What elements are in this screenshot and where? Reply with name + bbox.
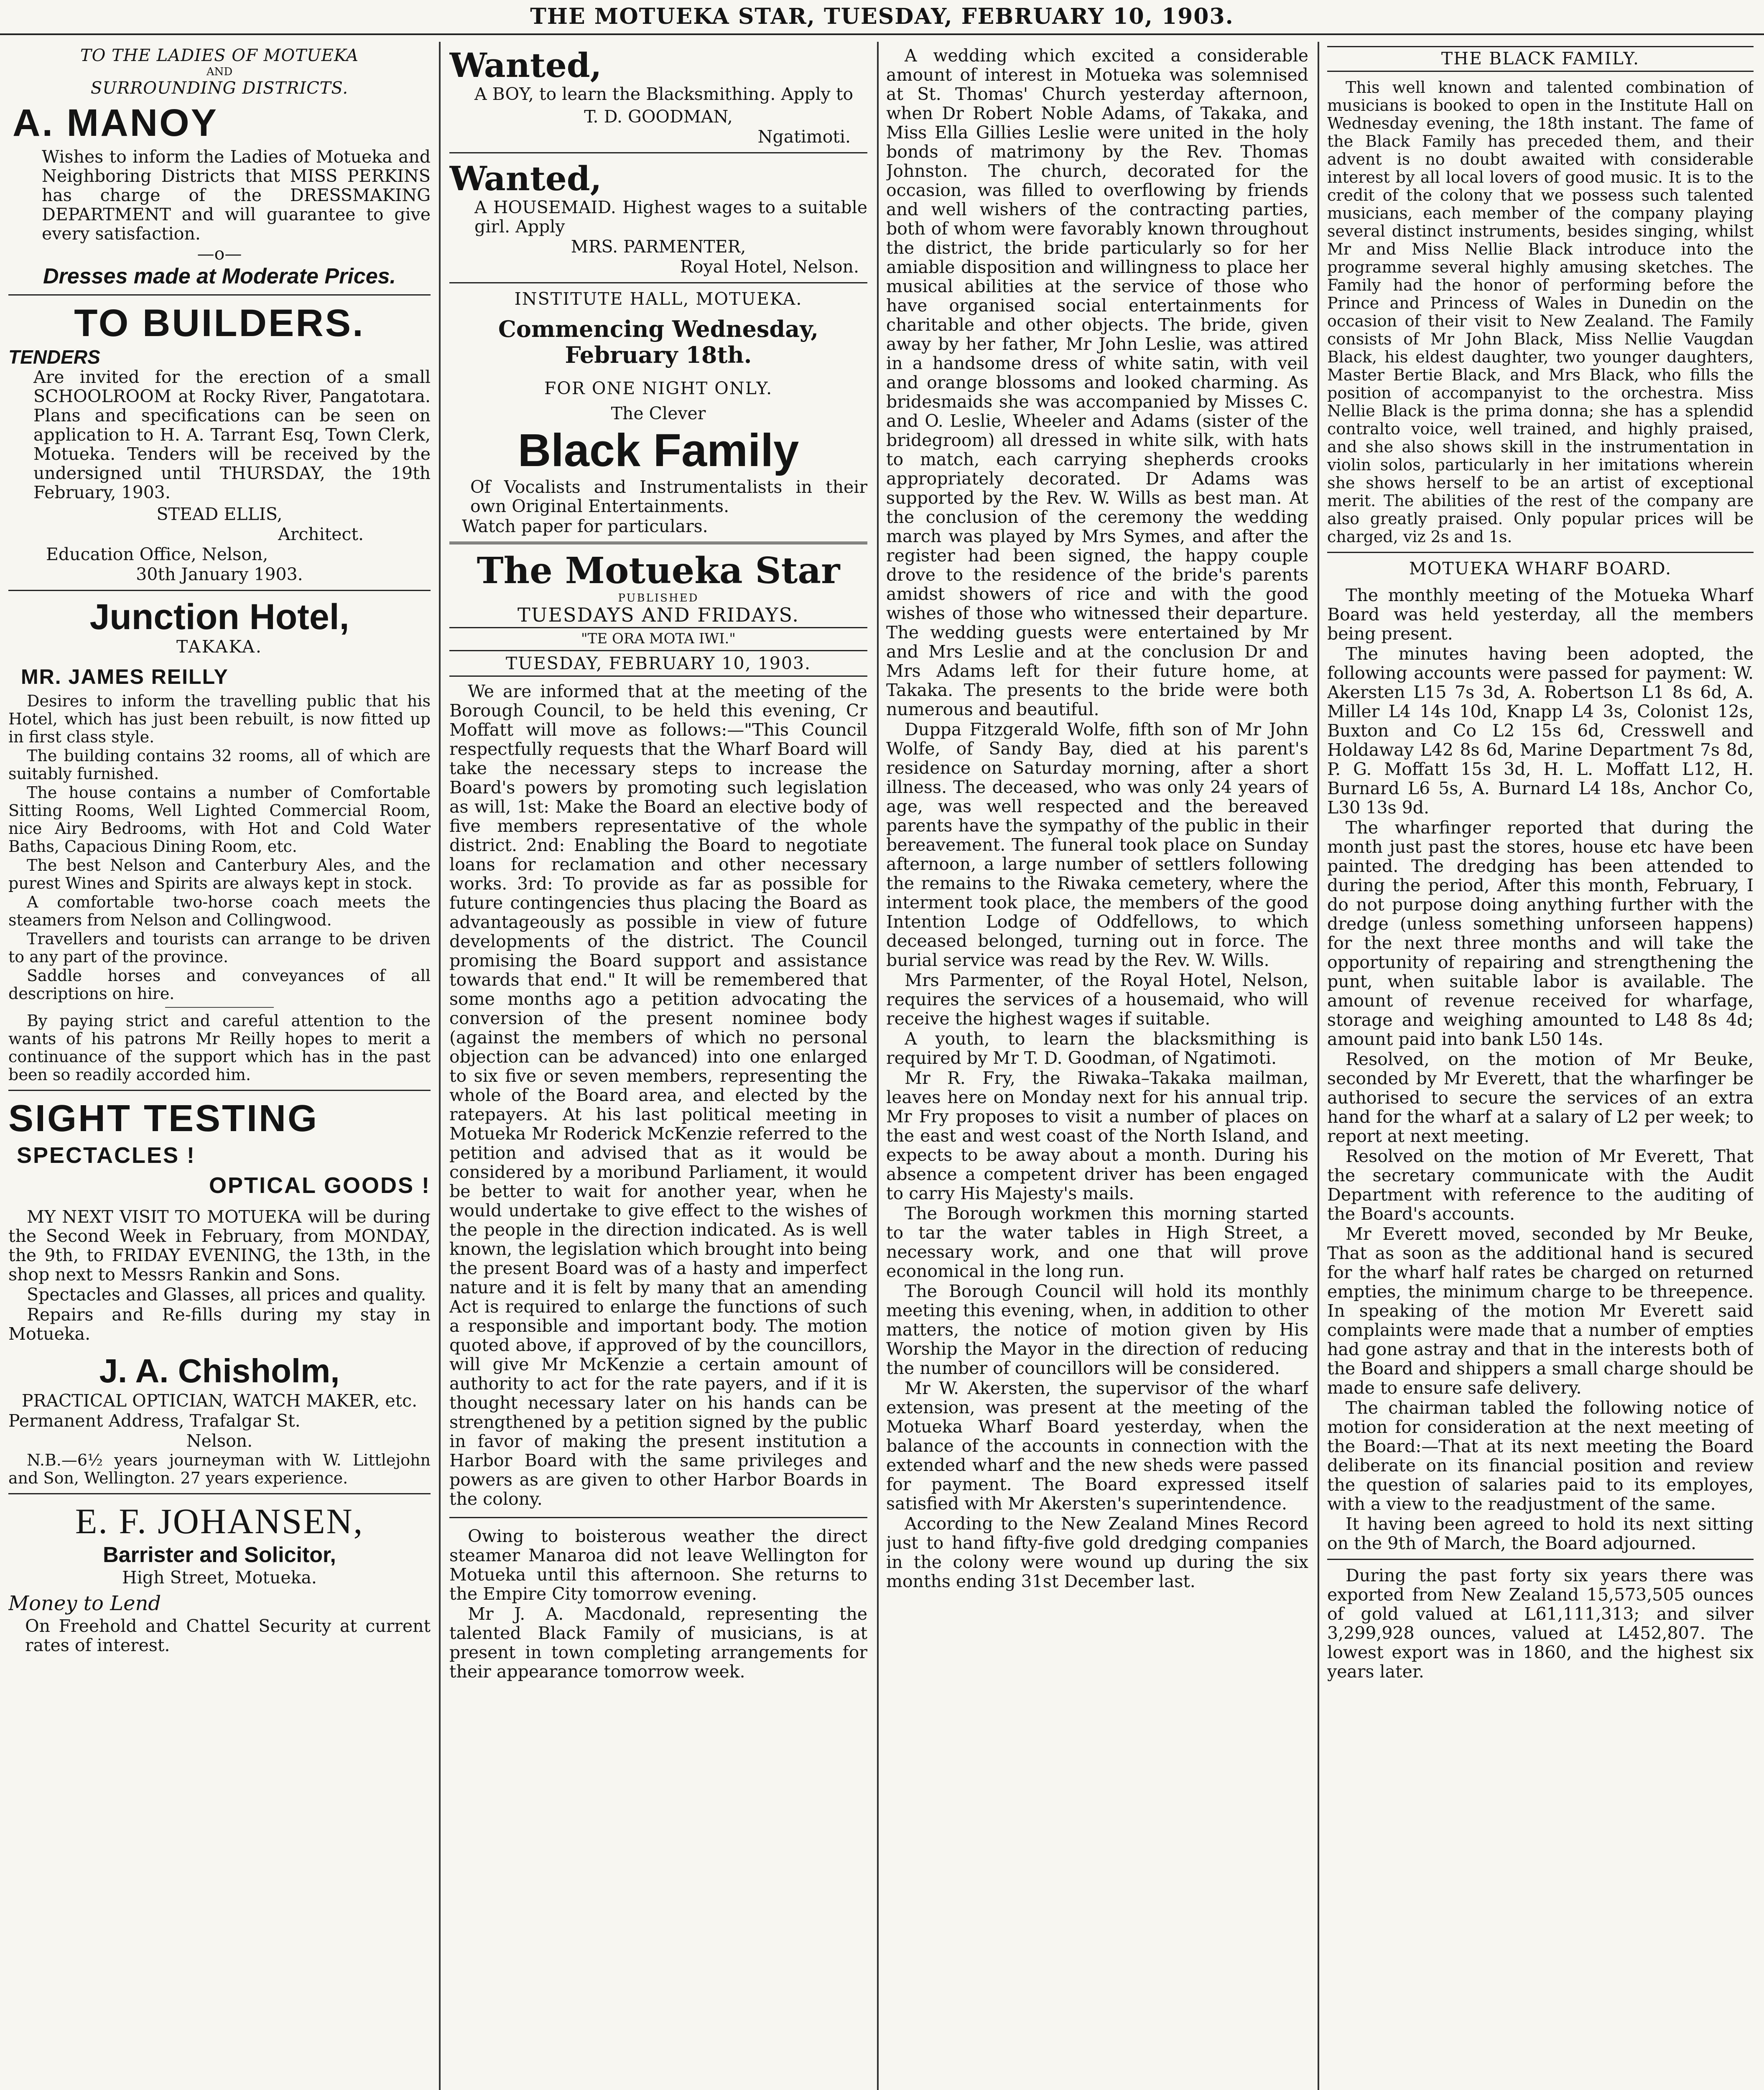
- hotel-place: TAKAKA.: [176, 637, 263, 657]
- builders-sig2: Architect.: [278, 524, 364, 544]
- hotel-ad: [8, 597, 431, 1084]
- wharf-p6: Mr Everett moved, seconded by Mr Beuke, That as soon as the additional hand is secured for the wharf half rates be charged on returned empties, the minimum charge to be threepence. In speaking of the motion Mr Everett said complaints were made that a number of empties had gone astray and that in the interests both of the Board and shippers a small charge should be made to ensure safe delivery.: [1327, 1224, 1754, 1398]
- column-1: [8, 46, 431, 2090]
- chisholm-trade: PRACTICAL OPTICIAN, WATCH MAKER, etc.: [21, 1391, 418, 1411]
- leader-p2: Owing to boisterous weather the direct steamer Manaroa did not leave Wellington for Motueka until this afternoon. She returns to the Empire City tomorrow evening.: [449, 1526, 867, 1604]
- johansen-text: On Freehold and Chattel Security at current rates of interest.: [25, 1616, 431, 1655]
- hotel-p5: A comfortable two-horse coach meets the steamers from Nelson and Collingwood.: [8, 893, 431, 929]
- sight-p3: Repairs and Re-fills during my stay in Motueka.: [8, 1305, 431, 1344]
- chisholm-address: Permanent Address, Trafalgar St.: [8, 1411, 301, 1431]
- wharf-p2: The minutes having been adopted, the following accounts were passed for payment: W. Akersten L15 7s 3d, A. Robertson L1 8s 6d, A. Miller L4 14s 10d, Knapp L4 3s, Colonist 12s, Buxton and Co L2 15s 6d, Cresswell and Holdaway L42 8s 6d, Marine Department 7s 8d, P. G. Moffatt 15s 3d, H. L. Moffatt L12, H. Burnard L6 5s, A. Burnard L4 18s, Anchor Co, L30 13s 9d.: [1327, 644, 1754, 818]
- hotel-p3: The house contains a number of Comfortable Sitting Rooms, Well Lighted Commercial Room, nice Airy Bedrooms, with Hot and Cold Water Baths, Capacious Dining Room, etc.: [8, 783, 431, 856]
- wanted-housemaid-name: MRS. PARMENTER,: [571, 237, 746, 257]
- hotel-owner: MR. JAMES REILLY: [21, 665, 229, 688]
- wanted-housemaid-title: Wanted,: [449, 159, 602, 198]
- hotel-p1: Desires to inform the travelling public that his Hotel, which has just been rebuilt, is now fitted up in first class style.: [8, 692, 431, 746]
- institute-desc: Of Vocalists and Instrumentalists in their own Original Entertainments.: [470, 477, 867, 516]
- obituary-article: Duppa Fitzgerald Wolfe, fifth son of Mr John Wolfe, of Sandy Bay, died at his parent's residence on Saturday morning, after a short illness. The deceased, who was only 24 years of age, was well respected and the bereaved parents have the sympathy of the public in their bereavement. The funeral took place on Sunday afternoon, a large number of settlers following the remains to the Riwaka cemetery, where the interment took place, the members of the good Intention Lodge of Oddfellows, to which deceased belonged, turning out in force. The burial service was read by the Rev. W. Wills.: [886, 719, 1308, 970]
- wanted-housemaid-text: A HOUSEMAID. Highest wages to a suitable girl. Apply: [474, 197, 867, 237]
- chisholm-name: J. A. Chisholm,: [99, 1352, 340, 1389]
- wharf-p5: Resolved on the motion of Mr Everett, That the secretary communicate with the Audit Department with reference to the auditing of the Board's accounts.: [1327, 1146, 1754, 1224]
- ladies-heading-and: AND: [206, 66, 233, 78]
- column-rule: [877, 42, 879, 2090]
- johansen-address: High Street, Motueka.: [122, 1568, 317, 1588]
- blacksmith-notice: A youth, to learn the blacksmithing is required by Mr T. D. Goodman, of Ngatimoti.: [886, 1029, 1308, 1068]
- column-2: [449, 46, 867, 2090]
- hotel-p2: The building contains 32 rooms, all of which are suitably furnished.: [8, 747, 431, 783]
- sight-spectacles: SPECTACLES !: [17, 1143, 196, 1168]
- manoy-divider: —o—: [197, 244, 242, 264]
- wanted-boy-name: T. D. GOODMAN,: [584, 107, 733, 127]
- hotel-p8: By paying strict and careful attention to the wants of his patrons Mr Reilly hopes to merit a continuance of the support which has in the past been so readily accorded him.: [8, 1012, 431, 1084]
- manoy-dresses: Dresses made at Moderate Prices.: [43, 264, 396, 288]
- mines-record-notice: According to the New Zealand Mines Record just to hand fifty-five gold dredging companies in the colony were wound up during the six months ending 31st December last.: [886, 1514, 1308, 1591]
- column-3: [886, 46, 1308, 2090]
- wanted-boy-place: Ngatimoti.: [757, 127, 851, 147]
- masthead: THE MOTUEKA STAR, TUESDAY, FEBRUARY 10, 1903.: [0, 0, 1764, 35]
- leader-p1: We are informed that at the meeting of the Borough Council, to be held this evening, Cr Moffatt will move as follows:—"This Council respectfully requests that the Wharf Board will take the necessary steps to increase the Board's powers by promoting such legislation as will, 1st: Make the Board an elective body of five members representative of the whole district. 2nd: Enabling the Board to negotiate loans for reclamation and other necessary works. 3rd: To provide as far as possible for future contingencies thus placing the Board as advantageously as possible in view of future developments of the district. The Council promising the Board support and assistance towards that end." It will be remembered that some months ago a petition advocating the conversion of the present nominee body (against the members of which no personal objection can be advanced) into one enlarged to six five or seven members, representing the whole of the Board area, and elected by the ratepayers. At his last political meeting in Motueka Mr Roderick McKenzie referred to the petition and advised that as it would be considered by a moribund Parliament, it would be better to wait for another year, when he would undertake to give effect to the wishes of the people in the direction indicated. As is well known, the legislation which brought into being the present Board was of a hasty and imperfect nature and it is felt by many that an amending Act is required to enlarge the functions of such a responsible and important body. The motion quoted above, if approved of by the councillors, will give Mr McKenzie a certain amount of authority to act for the rate payers, and if it is thought necessary later on his hands can be strengthened by a petition signed by the public in favor of making the present institution a Harbor Board with the same privileges and powers as are given to other Harbor Boards in the colony.: [449, 681, 867, 1509]
- institute-watch: Watch paper for particulars.: [462, 516, 708, 536]
- hotel-p4: The best Nelson and Canterbury Ales, and the purest Wines and Spirits are always kept in stock.: [8, 856, 431, 892]
- ladies-heading-2: SURROUNDING DISTRICTS.: [90, 79, 349, 98]
- paper-published: PUBLISHED: [618, 592, 699, 604]
- black-family-text: This well known and talented combination of musicians is booked to open in the Institute Hall on Wednesday evening, the 18th instant. The fame of the Black Family has preceded them, and their advent is no doubt awaited with considerable interest by all local lovers of good music. It is to the credit of the colony that we possess such talented musicians, each member of the company playing several distinct instruments, besides singing, whilst Mr and Miss Nellie Black introduce into the programme several highly amusing sketches. The Family had the honor of performing before the Prince and Princess of Wales in Dunedin on the occasion of their visit to New Zealand. The Family consists of Mr John Black, Miss Nellie Vaugdan Black, his eldest daughter, two younger daughters, Master Bertie Black, and Mrs Black, who fills the position of accompanyist to the orchestra. Miss Nellie Black is the prima donna; she has a splendid contralto voice, well trained, and highly praised, and she also shows skill in the instrumentation in violin solos, particularly in her imitations wherein she shows herself to be an artist of exceptional merit. The abilities of the rest of the company are also greatly praised. Only popular prices will be charged, viz 2s and 1s.: [1327, 78, 1754, 546]
- chisholm-city: Nelson.: [186, 1431, 253, 1451]
- institute-title: INSTITUTE HALL, MOTUEKA.: [514, 289, 803, 309]
- parmenter-notice: Mrs Parmenter, of the Royal Hotel, Nelson, requires the services of a housemaid, who will receive the highest wages if suitable.: [886, 970, 1308, 1029]
- sight-p1: MY NEXT VISIT TO MOTUEKA will be during the Second Week in February, from MONDAY, the 9th, to FRIDAY EVENING, the 13th, in the shop next to Messrs Rankin and Sons.: [8, 1207, 431, 1285]
- institute-date-1: Commencing Wednesday,: [498, 316, 819, 342]
- builders-date: 30th January 1903.: [136, 564, 303, 584]
- wharf-p8: It having been agreed to hold its next sitting on the 9th of March, the Board adjourned.: [1327, 1514, 1754, 1553]
- johansen-money: Money to Lend: [8, 1592, 161, 1615]
- wedding-article: A wedding which excited a considerable amount of interest in Motueka was solemnised at St. Thomas' Church yesterday afternoon, when Dr Robert Noble Adams, of Takaka, and Miss Ella Gillies Leslie were united in the holy bonds of matrimony by the Rev. Thomas Johnston. The church, decorated for the occasion, was filled to overflowing by friends and well wishers of the contracting parties, both of whom were favorably known throughout the district, the bride particularly so for her amiable disposition and willingness to place her musical abilities at the service of those who have organised social entertainments for charitable and other objects. The bride, given away by her father, Mr John Leslie, was attired in a handsome dress of white satin, with veil and orange blossoms and looked charming. As bridesmaids she was accompanied by Misses C. and O. Leslie, Wheeler and Adams (sister of the bridegroom) all dressed in white silk, with hats to match, each carrying shepherds crooks appropriately decorated. Dr Adams was supported by the Rev. W. Wills as best man. At the conclusion of the ceremony the wedding march was played by Mrs Symes, and after the register had been signed, the happy couple drove to the residence of the bride's parents amidst showers of rice and with the good wishes of those who witnessed their departure. The wedding guests were entertained by Mr and Mrs Leslie and at the conclusion Dr and Mrs Adams left for their future home, at Takaka. The presents to the bride were both numerous and beautiful.: [886, 46, 1308, 719]
- newspaper-masthead: [449, 550, 867, 677]
- wanted-housemaid-place: Royal Hotel, Nelson.: [680, 257, 859, 277]
- borough-workmen-notice: The Borough workmen this morning started to tar the water tables in High Street, a necessary work, and one that will prove economical in the long run.: [886, 1203, 1308, 1281]
- manoy-text: Wishes to inform the Ladies of Motueka and Neighboring Districts that MISS PERKINS has charge of the DRESSMAKING DEPARTMENT and will guarantee to give every satisfaction.: [42, 147, 431, 244]
- paper-title: The Motueka Star: [477, 550, 840, 592]
- builders-sig1: STEAD ELLIS,: [156, 504, 283, 524]
- column-rule: [439, 42, 441, 2090]
- hotel-p6: Travellers and tourists can arrange to be driven to any part of the province.: [8, 930, 431, 966]
- sight-testing-ad: [8, 1097, 431, 1487]
- johansen-ad: [8, 1500, 431, 1655]
- leader-p3: Mr J. A. Macdonald, representing the talented Black Family of musicians, is at present in town completing arrangements for their appearance tomorrow week.: [449, 1604, 867, 1682]
- johansen-title: Barrister and Solicitor,: [103, 1543, 336, 1567]
- wanted-boy-ad: [449, 46, 867, 146]
- hotel-title: Junction Hotel,: [89, 597, 349, 637]
- sight-optical: OPTICAL GOODS !: [209, 1173, 431, 1198]
- institute-one-night: FOR ONE NIGHT ONLY.: [544, 378, 773, 398]
- builders-office: Education Office, Nelson,: [46, 544, 268, 564]
- borough-council-notice: The Borough Council will hold its monthly meeting this evening, when, in addition to other matters, the notice of motion given by His Worship the Mayor in the direction of reducing the number of councillors will be considered.: [886, 1281, 1308, 1378]
- wharf-board-title: MOTUEKA WHARF BOARD.: [1409, 558, 1672, 579]
- institute-hall-ad: [449, 289, 867, 536]
- paper-motto: "TE ORA MOTA IWI.": [581, 630, 736, 647]
- column-4: [1327, 46, 1754, 2090]
- institute-date-2: February 18th.: [565, 342, 752, 368]
- wanted-boy-text: A BOY, to learn the Blacksmithing. Apply to: [474, 84, 854, 104]
- johansen-name: E. F. JOHANSEN,: [75, 1501, 364, 1541]
- wanted-boy-title: Wanted,: [449, 46, 602, 85]
- institute-black-family: Black Family: [517, 425, 799, 476]
- akersten-notice: Mr W. Akersten, the supervisor of the wharf extension, was present at the meeting of the Motueka Wharf Board yesterday, when the balance of the accounts in connection with the extended wharf and the new sheds were passed for payment. The Board expressed itself satisfied with Mr Akersten's superintendence.: [886, 1378, 1308, 1514]
- wharf-p7: The chairman tabled the following notice of motion for consideration at the next meeting of the Board:—That at its next meeting the Board deliberate on its financial position and review the question of salaries paid to its employes, with a view to the readjustment of the same.: [1327, 1398, 1754, 1514]
- sight-title: SIGHT TESTING: [8, 1098, 319, 1139]
- paper-days: TUESDAYS AND FRIDAYS.: [517, 604, 800, 626]
- builders-text: Are invited for the erection of a small SCHOOLROOM at Rocky River, Pangatotara. Plans and specifications can be seen on application to H. A. Tarrant Esq, Town Clerk, Motueka. Tenders will be received by the undersigned until THURSDAY, the 19th February, 1903.: [33, 367, 431, 502]
- black-family-title: THE BLACK FAMILY.: [1441, 48, 1640, 69]
- wharf-board-article: [1327, 559, 1754, 1553]
- column-rule: [1318, 42, 1319, 2090]
- builders-sub: TENDERS: [8, 346, 100, 368]
- builders-title: TO BUILDERS.: [74, 302, 365, 344]
- builders-ad: [8, 301, 431, 584]
- black-family-article: [1327, 46, 1754, 546]
- manoy-name: A. MANOY: [13, 102, 218, 144]
- wharf-p1: The monthly meeting of the Motueka Wharf Board was held yesterday, all the members being present.: [1327, 585, 1754, 644]
- gold-export-article: During the past forty six years there was exported from New Zealand 15,573,505 ounces of gold valued at L61,111,313; and silver 3,299,928 ounces, valued at L452,807. The lowest export was in 1860, and the highest six years later.: [1327, 1565, 1754, 1682]
- wanted-housemaid-ad: [449, 159, 867, 276]
- paper-date: TUESDAY, FEBRUARY 10, 1903.: [505, 653, 811, 673]
- chisholm-nb: N.B.—6½ years journeyman with W. Littlejohn and Son, Wellington. 27 years experience.: [8, 1451, 431, 1487]
- fry-notice: Mr R. Fry, the Riwaka–Takaka mailman, leaves here on Monday next for his annual trip. Mr Fry proposes to visit a number of places on the east and west coast of the North Island, and expects to be away about a month. During his absence a competent driver has been engaged to carry His Majesty's mails.: [886, 1068, 1308, 1203]
- wharf-p3: The wharfinger reported that during the month just past the stores, house etc have been painted. The dredging has been attended to during the period, After this month, February, I do not purpose doing anything further with the dredge (unless something unforseen happens) for the next three months and will take the opportunity of repairing and strengthening the punt, when suitable labor is available. The amount of revenue received for wharfage, storage and weighing amounted to L48 8s 4d; amount paid into bank L50 14s.: [1327, 818, 1754, 1049]
- institute-clever: The Clever: [611, 403, 706, 423]
- wharf-p4: Resolved, on the motion of Mr Beuke, seconded by Mr Everett, that the wharfinger be authorised to secure the services of an extra hand for the wharf at a salary of L2 per week; to report at next meeting.: [1327, 1049, 1754, 1146]
- sight-p2: Spectacles and Glasses, all prices and quality.: [27, 1285, 426, 1305]
- hotel-p7: Saddle horses and conveyances of all descriptions on hire.: [8, 966, 431, 1003]
- manoy-ad: [8, 46, 431, 288]
- ladies-heading-1: TO THE LADIES OF MOTUEKA: [80, 46, 359, 65]
